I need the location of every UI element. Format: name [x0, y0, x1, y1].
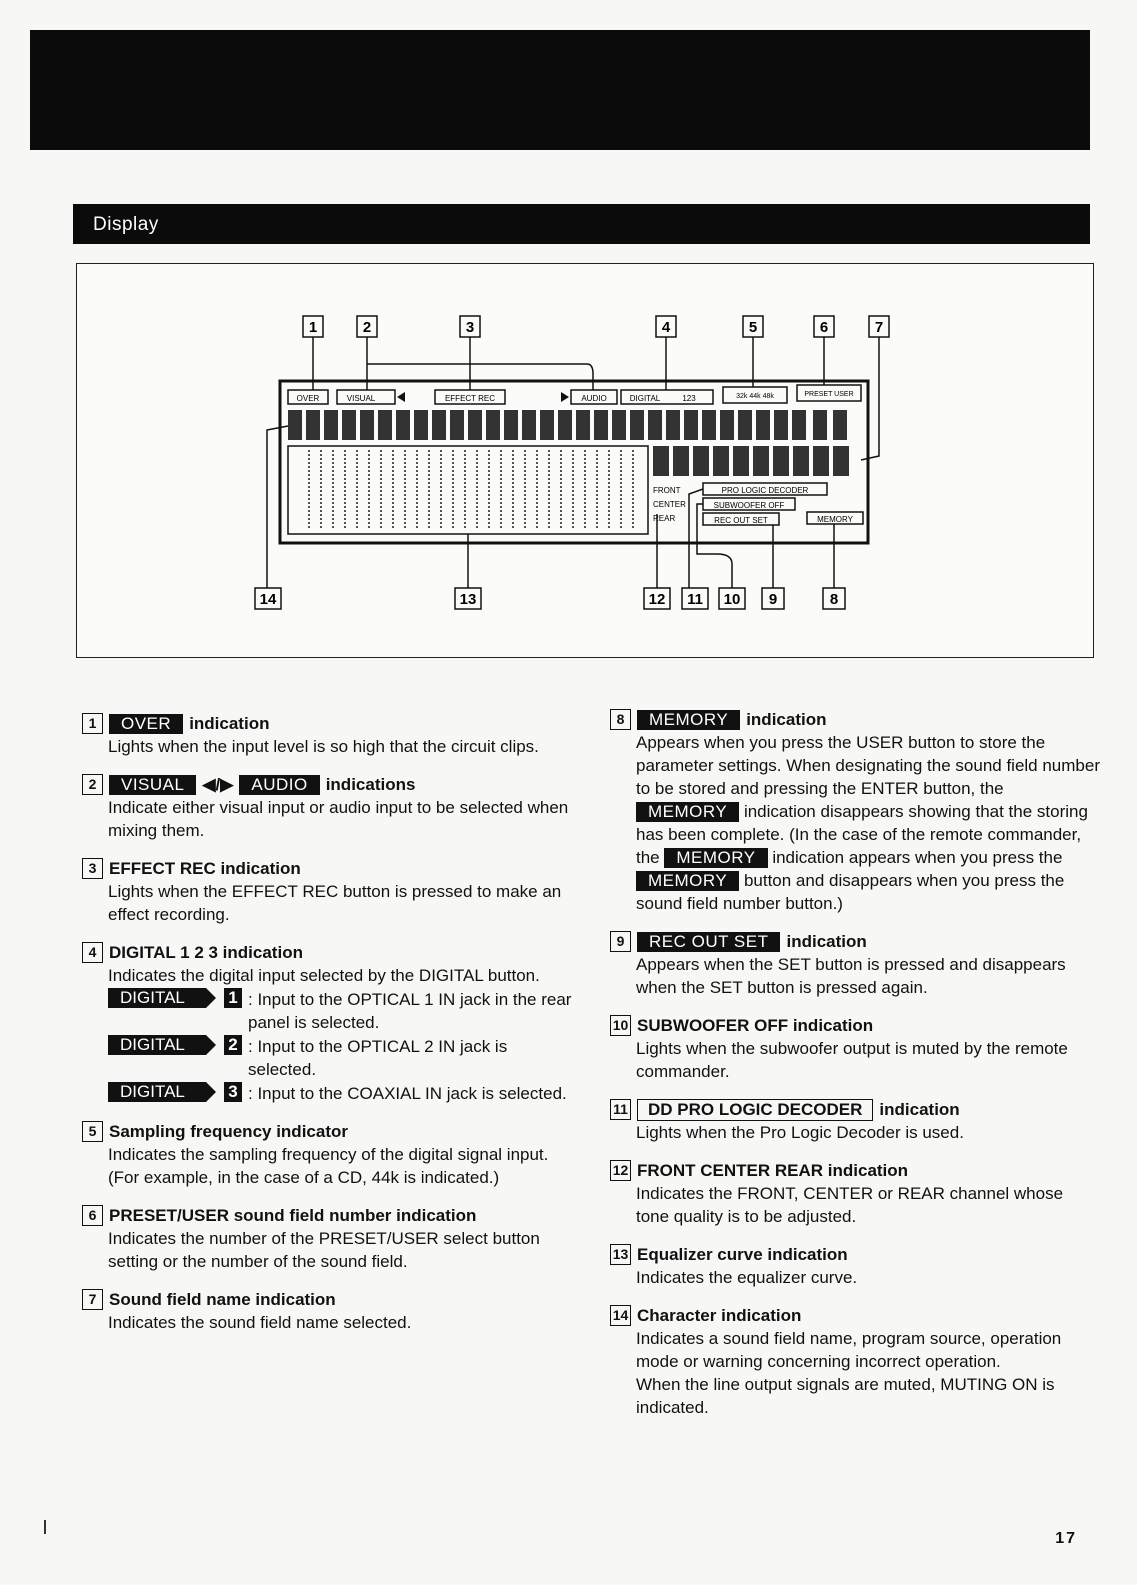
item-title: indication — [189, 714, 270, 733]
callout-5: 5 — [748, 319, 758, 336]
sound-field-name-segments — [653, 446, 849, 476]
item-number: 2 — [82, 774, 103, 795]
item-title: indications — [325, 775, 416, 794]
pro-logic-tag: DD PRO LOGIC DECODER — [637, 1099, 873, 1121]
item-body: Lights when the input level is so high that the circuit clips. — [108, 737, 539, 756]
item-body: Lights when the Pro Logic Decoder is used. — [636, 1123, 964, 1142]
item-body: Indicates the sound field name selected. — [108, 1313, 412, 1332]
equalizer-dots — [309, 450, 633, 530]
item-body: Indicates the digital input selected by the DIGITAL button. — [108, 966, 540, 985]
item-7 — [82, 1288, 572, 1334]
memory-tag: MEMORY — [664, 848, 767, 868]
item-6 — [82, 1204, 572, 1273]
callout-8: 8 — [829, 591, 839, 608]
callout-13: 13 — [459, 591, 477, 608]
item-number: 4 — [82, 942, 103, 963]
left-column — [82, 712, 572, 1349]
item-title: Sound field name indication — [109, 1290, 336, 1309]
item-body — [610, 731, 1100, 915]
body-text: indication appears when you press the — [772, 848, 1063, 867]
digital-number: 2 — [224, 1035, 242, 1055]
callout-6: 6 — [819, 319, 829, 336]
item-title: SUBWOOFER OFF indication — [637, 1016, 874, 1035]
item-body: Lights when the subwoofer output is muted by the remote commander. — [636, 1039, 1068, 1081]
header-band — [30, 30, 1090, 150]
item-number: 1 — [82, 713, 103, 734]
item-title: DIGITAL 1 2 3 indication — [109, 943, 303, 962]
arrows-icon: ◀/▶ — [202, 775, 234, 794]
right-arrow-icon — [561, 392, 569, 402]
callout-11: 11 — [687, 591, 703, 608]
item-number: 14 — [610, 1305, 631, 1326]
item-4 — [82, 941, 572, 1105]
item-number: 9 — [610, 931, 631, 952]
audio-indicator-text: AUDIO — [581, 394, 607, 403]
item-title: Character indication — [637, 1306, 802, 1325]
margin-mark — [44, 1520, 46, 1534]
digital-row-3 — [108, 1082, 572, 1105]
page-number: 17 — [1055, 1530, 1077, 1547]
memory-tag: MEMORY — [636, 871, 739, 891]
section-header — [73, 204, 1090, 244]
item-number: 8 — [610, 709, 631, 730]
item-number: 7 — [82, 1289, 103, 1310]
item-13 — [610, 1243, 1100, 1289]
rear-text: REAR — [653, 514, 676, 523]
visual-tag: VISUAL — [109, 775, 196, 795]
digital-desc: : Input to the OPTICAL 2 IN jack is selected. — [248, 1037, 508, 1079]
digital-desc: : Input to the OPTICAL 1 IN jack in the rear panel is selected. — [248, 990, 572, 1032]
item-body: Indicates the sampling frequency of the digital signal input. (For example, in the case of a CD, 44k is indicated.) — [108, 1145, 549, 1187]
display-panel-svg — [77, 264, 1093, 657]
item-number: 10 — [610, 1015, 631, 1036]
digital-number: 3 — [224, 1082, 242, 1102]
visual-indicator-text: VISUAL — [346, 394, 376, 403]
body-text: Indicates a sound field name, program source, operation mode or warning concerning incorrect operation. — [636, 1329, 1062, 1371]
equalizer-area — [288, 446, 648, 534]
item-title: indication — [879, 1100, 960, 1119]
item-body: Lights when the EFFECT REC button is pressed to make an effect recording. — [108, 882, 562, 924]
item-title: EFFECT REC indication — [109, 859, 301, 878]
left-arrow-icon — [397, 392, 405, 402]
body-text: Appears when you press the USER button to store the parameter settings. When designating the sound field number to be stored and pressing the ENTER button, the — [636, 733, 1100, 798]
item-number: 12 — [610, 1160, 631, 1181]
item-body: Appears when the SET button is pressed and disappears when the SET button is pressed again. — [636, 955, 1066, 997]
item-8 — [610, 708, 1100, 915]
callout-12: 12 — [648, 591, 666, 608]
center-text: CENTER — [653, 500, 686, 509]
digital-nums-text: 123 — [682, 394, 696, 403]
item-1 — [82, 712, 572, 758]
body-text: indication disappears showing that the storing has been complete. (In the case of the remote commander, the — [636, 802, 1088, 867]
character-segments-row — [288, 410, 847, 440]
callout-3: 3 — [465, 319, 475, 336]
memory-tag: MEMORY — [636, 802, 739, 822]
pro-logic-indicator-text: PRO LOGIC DECODER — [721, 486, 809, 495]
item-5 — [82, 1120, 572, 1189]
audio-tag: AUDIO — [239, 775, 319, 795]
over-indicator-text: OVER — [296, 394, 320, 403]
digital-indicator-text: DIGITAL — [629, 394, 661, 403]
item-2 — [82, 773, 572, 842]
item-body: Indicates the FRONT, CENTER or REAR channel whose tone quality is to be adjusted. — [636, 1184, 1064, 1226]
item-title: Sampling frequency indicator — [109, 1122, 348, 1141]
item-title: indication — [786, 932, 867, 951]
callout-4: 4 — [661, 319, 671, 336]
item-title: Equalizer curve indication — [637, 1245, 848, 1264]
preset-user-indicator-text: PRESET USER — [804, 391, 854, 398]
over-tag: OVER — [109, 714, 183, 734]
callout-2: 2 — [362, 319, 372, 336]
item-title: PRESET/USER sound field number indication — [109, 1206, 477, 1225]
memory-tag: MEMORY — [637, 710, 740, 730]
section-title: Display — [93, 214, 159, 235]
item-body: Indicate either visual input or audio input to be selected when mixing them. — [108, 798, 569, 840]
item-body — [610, 1327, 1100, 1419]
body-text: button and disappears when you press the sound field number button.) — [636, 871, 1065, 913]
item-title: FRONT CENTER REAR indication — [637, 1161, 909, 1180]
subwoofer-indicator-text: SUBWOOFER OFF — [713, 501, 785, 510]
item-title: indication — [746, 710, 827, 729]
item-number: 13 — [610, 1244, 631, 1265]
rec-out-indicator-text: REC OUT SET — [714, 516, 768, 525]
effect-rec-indicator-text: EFFECT REC — [444, 394, 496, 403]
digital-tag: DIGITAL — [108, 1082, 206, 1102]
callout-7: 7 — [874, 319, 884, 336]
freq-indicator-text: 32k 44k 48k — [736, 393, 774, 400]
front-text: FRONT — [653, 486, 681, 495]
body-text: When the line output signals are muted, MUTING ON is indicated. — [636, 1375, 1055, 1417]
rec-out-set-tag: REC OUT SET — [637, 932, 780, 952]
digital-row-1 — [108, 988, 572, 1034]
item-3 — [82, 857, 572, 926]
item-11 — [610, 1098, 1100, 1144]
callout-14: 14 — [259, 591, 277, 608]
digital-tag: DIGITAL — [108, 1035, 206, 1055]
memory-indicator-text: MEMORY — [817, 515, 853, 524]
digital-number: 1 — [224, 988, 242, 1008]
item-10 — [610, 1014, 1100, 1083]
digital-desc: : Input to the COAXIAL IN jack is selected. — [248, 1084, 567, 1103]
item-number: 6 — [82, 1205, 103, 1226]
item-body: Indicates the equalizer curve. — [636, 1268, 858, 1287]
item-14 — [610, 1304, 1100, 1419]
callout-9: 9 — [768, 591, 778, 608]
item-9 — [610, 930, 1100, 999]
digital-tag: DIGITAL — [108, 988, 206, 1008]
digital-row-2 — [108, 1035, 572, 1081]
right-column — [610, 708, 1100, 1434]
item-body: Indicates the number of the PRESET/USER select button setting or the number of the sound field. — [108, 1229, 540, 1271]
item-12 — [610, 1159, 1100, 1228]
item-number: 3 — [82, 858, 103, 879]
item-number: 11 — [610, 1099, 631, 1120]
callout-1: 1 — [308, 319, 318, 336]
display-diagram — [76, 263, 1094, 658]
item-number: 5 — [82, 1121, 103, 1142]
callout-10: 10 — [723, 591, 741, 608]
